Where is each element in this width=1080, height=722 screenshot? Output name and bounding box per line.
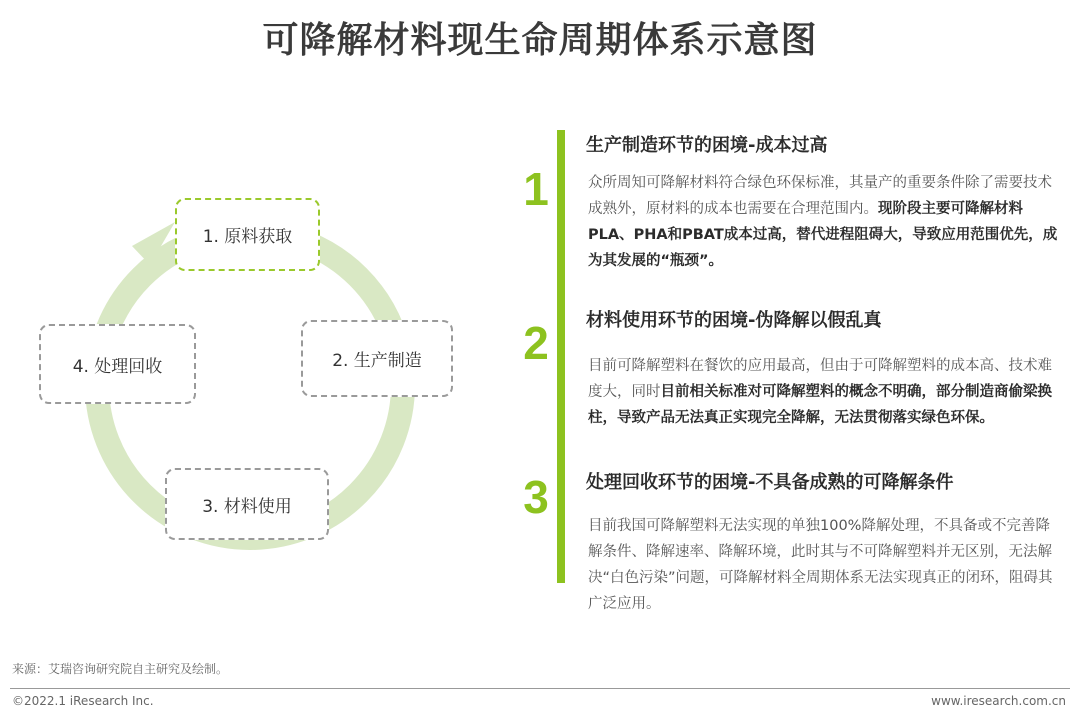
page-title: 可降解材料现生命周期体系示意图 [262, 20, 818, 61]
stage-recycling [39, 324, 196, 404]
body-text: 目前可降解塑料在餐饮的应用最高，但由于可降解塑料的成本高、技术难度大，同时 [588, 358, 1052, 400]
body-text: 众所周知可降解材料符合绿色环保标准，其量产的重要条件除了需要技术成熟外，原材料的成本也需要在合理范围内。 [588, 175, 1052, 217]
body-emphasis: 目前相关标准对可降解塑料的概念不明确，部分制造商偷梁换柱，导致产品无法真正实现完全降解，无法贯彻落实绿色环保。 [588, 384, 1052, 426]
section-divider-bar [557, 130, 565, 583]
section-title: 生产制造环节的困境-成本过高 [586, 135, 828, 156]
section-title: 材料使用环节的困境-伪降解以假乱真 [586, 310, 882, 331]
source-note: 来源：艾瑞咨询研究院自主研究及绘制。 [12, 662, 229, 676]
section-number: 1 [523, 163, 549, 215]
body-emphasis: 现阶段主要可降解材料PLA、PHA和PBAT成本过高，替代进程阻碍大，导致应用范围优先，成为其发展的“瓶颈”。 [588, 201, 1058, 269]
stage-label: 3. 材料使用 [202, 496, 292, 517]
stage-usage [165, 468, 329, 540]
section-title: 处理回收环节的困境-不具备成熟的可降解条件 [586, 472, 954, 493]
section-body [588, 170, 1058, 274]
section-body [588, 353, 1058, 431]
body-text: 目前我国可降解塑料无法实现的单独100%降解处理，不具备或不完善降解条件、降解速率、降解环境，此时其与不可降解塑料并无区别，无法解决“白色污染”问题，可降解材料全周期体系无法实现真正的闭环，阻碍其广泛应用。 [588, 518, 1053, 612]
stage-label: 4. 处理回收 [72, 356, 163, 377]
footer-divider [10, 688, 1070, 689]
section-body [588, 513, 1058, 617]
website-link[interactable]: www.iresearch.com.cn [931, 694, 1066, 708]
stage-label: 1. 原料获取 [202, 227, 293, 247]
section-number: 2 [523, 317, 549, 369]
copyright: ©2022.1 iResearch Inc. [12, 694, 154, 708]
lifecycle-diagram [0, 0, 560, 650]
stage-raw-material [175, 198, 320, 271]
stage-label: 2. 生产制造 [332, 351, 422, 371]
section-number: 3 [523, 471, 549, 523]
stage-production [301, 320, 453, 397]
